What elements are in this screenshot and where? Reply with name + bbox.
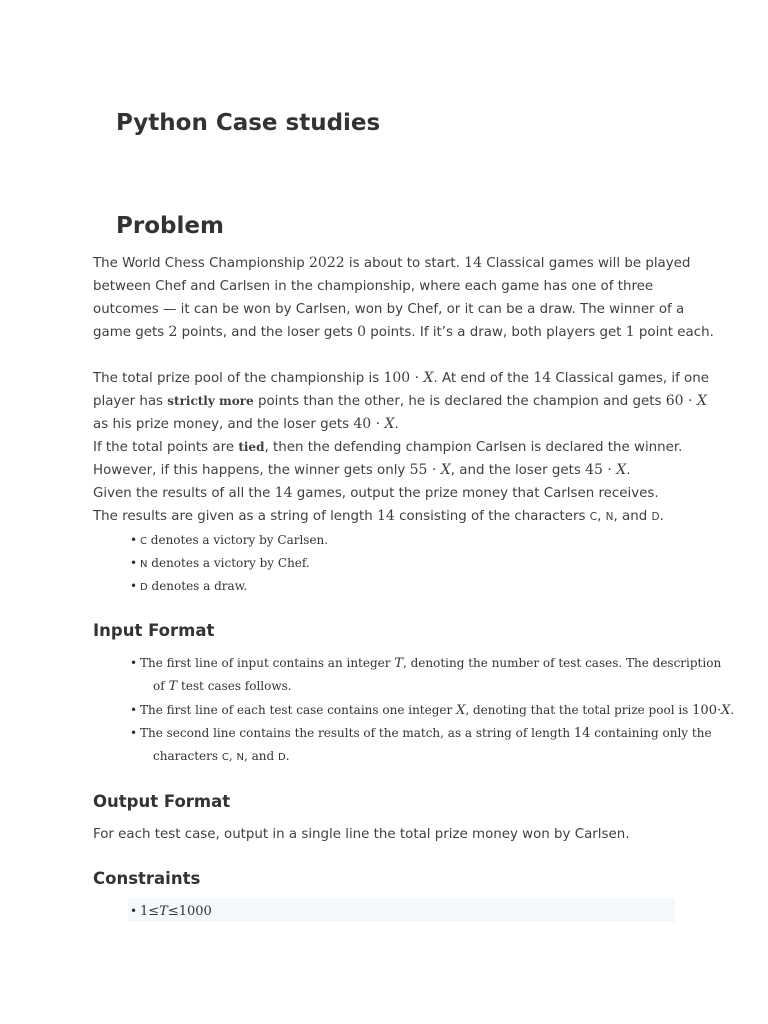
problem-heading: Problem xyxy=(116,213,224,239)
constraints-heading: Constraints xyxy=(93,869,201,888)
list-item-continuation: characters C, N, and D. xyxy=(153,749,290,763)
para2-line-4: If the total points are tied, then the defending champion Carlsen is declared the winner. xyxy=(93,440,683,455)
para2-line-2: player has strictly more points than the other, he is declared the champion and gets 60 · X xyxy=(93,393,707,409)
list-item: • The first line of input contains an integer T, denoting the number of test cases. The description xyxy=(130,656,722,671)
list-item: • The second line contains the results of the match, as a string of length 14 containing only the xyxy=(130,726,712,741)
list-item-continuation: of T test cases follows. xyxy=(153,679,292,694)
para1-line-4: game gets 2 points, and the loser gets 0 points. If it’s a draw, both players get 1 point each. xyxy=(93,324,714,340)
para1-line-3: outcomes — it can be won by Carlsen, won by Chef, or it can be a draw. The winner of a xyxy=(93,302,685,317)
input-format-heading: Input Format xyxy=(93,621,215,640)
output-format-heading: Output Format xyxy=(93,792,231,811)
output-format-text: For each test case, output in a single line the total prize money won by Carlsen. xyxy=(93,827,630,842)
list-item: • C denotes a victory by Carlsen. xyxy=(130,533,329,547)
para1-line-1: The World Chess Championship 2022 is about to start. 14 Classical games will be played xyxy=(93,255,691,271)
list-item: • N denotes a victory by Chef. xyxy=(130,556,310,570)
para2-line-5: However, if this happens, the winner gets only 55 · X, and the loser gets 45 · X. xyxy=(93,462,631,478)
para1-line-2: between Chef and Carlsen in the championship, where each game has one of three xyxy=(93,279,654,294)
list-item: • The first line of each test case contains one integer X, denoting that the total prize pool is 100·X. xyxy=(130,703,735,718)
para2-line-3: as his prize money, and the loser gets 40 · X. xyxy=(93,416,399,432)
list-item: • 1≤T≤1000 xyxy=(130,904,212,919)
para2-line-6: Given the results of all the 14 games, output the prize money that Carlsen receives. xyxy=(93,485,659,501)
para2-line-7: The results are given as a string of length 14 consisting of the characters C, N, and D. xyxy=(93,508,664,524)
list-item: • D denotes a draw. xyxy=(130,579,248,593)
para2-line-1: The total prize pool of the championship is 100 · X. At end of the 14 Classical games, if one xyxy=(93,370,709,386)
page-title: Python Case studies xyxy=(116,110,381,136)
